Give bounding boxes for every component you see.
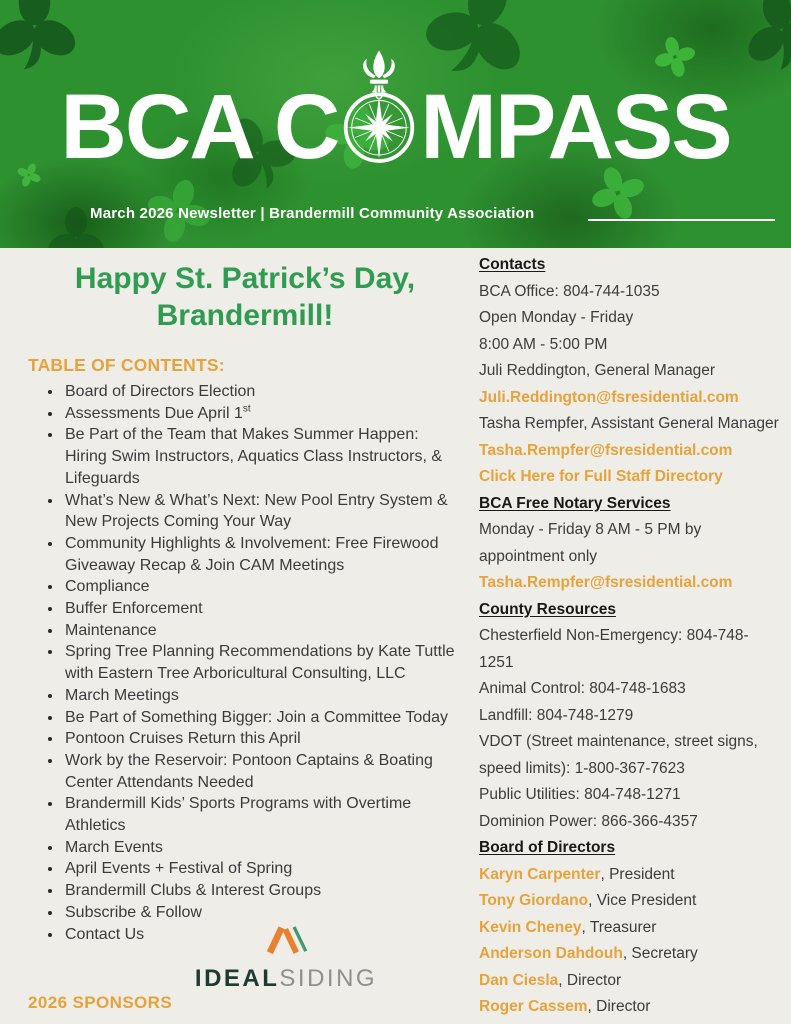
toc-item: • March Events <box>63 837 462 859</box>
sponsors-label: 2026 SPONSORS <box>28 993 173 1012</box>
toc-item: • Compliance <box>63 576 462 598</box>
sidebar-line: BCA Office: 804-744-1035 <box>479 282 660 300</box>
toc-item: • Be Part of the Team that Makes Summer Happen: Hiring Swim Instructors, Aquatics Class Instructors, & Lifeguards <box>63 424 462 489</box>
toc-item: • April Events + Festival of Spring <box>63 858 462 880</box>
toc-item: • Work by the Reservoir: Pontoon Captains & Boating Center Attendants Needed <box>63 750 462 793</box>
compass-rose-icon <box>341 49 417 164</box>
toc-item: • Contact Us <box>63 924 462 946</box>
sidebar-link[interactable]: Tasha.Rempfer@fsresidential.com <box>479 441 733 459</box>
sidebar-line: Tasha Rempfer, Assistant General Manager <box>479 415 779 432</box>
toc-item: • Community Highlights & Involvement: Free Firewood Giveaway Recap & Join CAM Meetings <box>63 533 462 576</box>
director-name: Tony Giordano <box>479 892 589 909</box>
director-line: Roger Cassem, Director <box>479 998 651 1015</box>
fleur-de-lis-icon <box>363 50 395 92</box>
main-column <box>28 260 462 945</box>
page-title-line2: Brandermill! <box>156 299 334 332</box>
brand-text-right: MPASS <box>420 76 731 178</box>
toc-item: • Buffer Enforcement <box>63 598 462 620</box>
newsletter-subtitle: March 2026 Newsletter | Brandermill Community Association <box>90 205 535 222</box>
toc-item: • Subscribe & Follow <box>63 902 462 924</box>
director-name: Karyn Carpenter <box>479 865 601 883</box>
logo-word-ideal: IDEAL <box>194 965 280 992</box>
sidebar-section-heading: County Resources <box>479 600 616 618</box>
shamrock-icon <box>0 0 87 83</box>
director-line: Dan Ciesla, Director <box>479 971 622 989</box>
ideal-siding-logo-mark <box>264 922 308 954</box>
brand-text-left: BCA C <box>60 76 339 178</box>
logo-word-siding: SIDING <box>279 965 378 992</box>
toc-item: • Board of Directors Election <box>63 381 462 403</box>
sidebar-line: Open Monday - Friday <box>479 309 634 326</box>
toc-item: • Spring Tree Planning Recommendations by Kate Tuttle with Eastern Tree Arboricultural Consulting, LLC <box>63 641 462 684</box>
ideal-siding-logo <box>180 922 392 993</box>
toc-item: • Maintenance <box>63 620 462 642</box>
director-line: Karyn Carpenter, President <box>479 865 675 883</box>
sidebar-line: Public Utilities: 804-748-1271 <box>479 786 681 803</box>
sidebar-line: Juli Reddington, General Manager <box>479 362 716 379</box>
masthead <box>0 0 791 248</box>
sidebar-section-heading: BCA Free Notary Services <box>479 494 671 512</box>
toc-item: • Be Part of Something Bigger: Join a Committee Today <box>63 707 462 729</box>
sidebar-link[interactable]: Juli.Reddington@fsresidential.com <box>479 388 739 406</box>
sidebar-line: Dominion Power: 866-366-4357 <box>479 812 698 830</box>
director-name: Anderson Dahdouh <box>479 945 623 962</box>
shamrock-icon <box>726 0 791 90</box>
director-name: Kevin Cheney <box>479 918 582 936</box>
sidebar-section-heading: Board of Directors <box>479 839 616 856</box>
ordinal-suffix: st <box>242 403 251 415</box>
toc-list <box>28 381 462 945</box>
header-rule <box>588 219 775 221</box>
toc-item: • Pontoon Cruises Return this April <box>63 728 462 750</box>
toc-item: • Brandermill Kids’ Sports Programs with Overtime Athletics <box>63 793 462 836</box>
ideal-siding-wordmark <box>180 965 392 993</box>
page-title <box>28 260 462 334</box>
toc-item: • March Meetings <box>63 685 462 707</box>
newsletter-title <box>0 76 791 178</box>
toc-item: • Assessments Due April 1st <box>63 403 462 425</box>
toc-item: • What’s New & What’s Next: New Pool Entry System & New Projects Coming Your Way <box>63 490 462 533</box>
sidebar-line: Chesterfield Non-Emergency: 804-748-1251 <box>479 627 749 671</box>
contact-sidebar <box>479 252 782 1021</box>
sidebar-link[interactable]: Click Here for Full Staff Directory <box>479 468 723 485</box>
director-line: Kevin Cheney, Treasurer <box>479 918 657 936</box>
page-title-line1: Happy St. Patrick’s Day, <box>74 262 416 295</box>
sidebar-section-heading: Contacts <box>479 256 546 273</box>
director-name: Roger Cassem <box>479 998 588 1015</box>
sidebar-link[interactable]: Tasha.Rempfer@fsresidential.com <box>479 574 733 591</box>
director-name: Dan Ciesla <box>479 971 559 989</box>
sidebar-line: VDOT (Street maintenance, street signs, speed limits): 1-800-367-7623 <box>479 733 758 777</box>
sidebar-line: 8:00 AM - 5:00 PM <box>479 335 608 353</box>
sidebar-line: Monday - Friday 8 AM - 5 PM by appointment only <box>479 521 702 565</box>
director-line: Anderson Dahdouh, Secretary <box>479 945 698 962</box>
sidebar-line: Landfill: 804-748-1279 <box>479 706 634 724</box>
sidebar-line: Animal Control: 804-748-1683 <box>479 680 686 697</box>
toc-heading: TABLE OF CONTENTS: <box>28 355 225 375</box>
toc-item: • Brandermill Clubs & Interest Groups <box>63 880 462 902</box>
director-line: Tony Giordano, Vice President <box>479 892 697 909</box>
